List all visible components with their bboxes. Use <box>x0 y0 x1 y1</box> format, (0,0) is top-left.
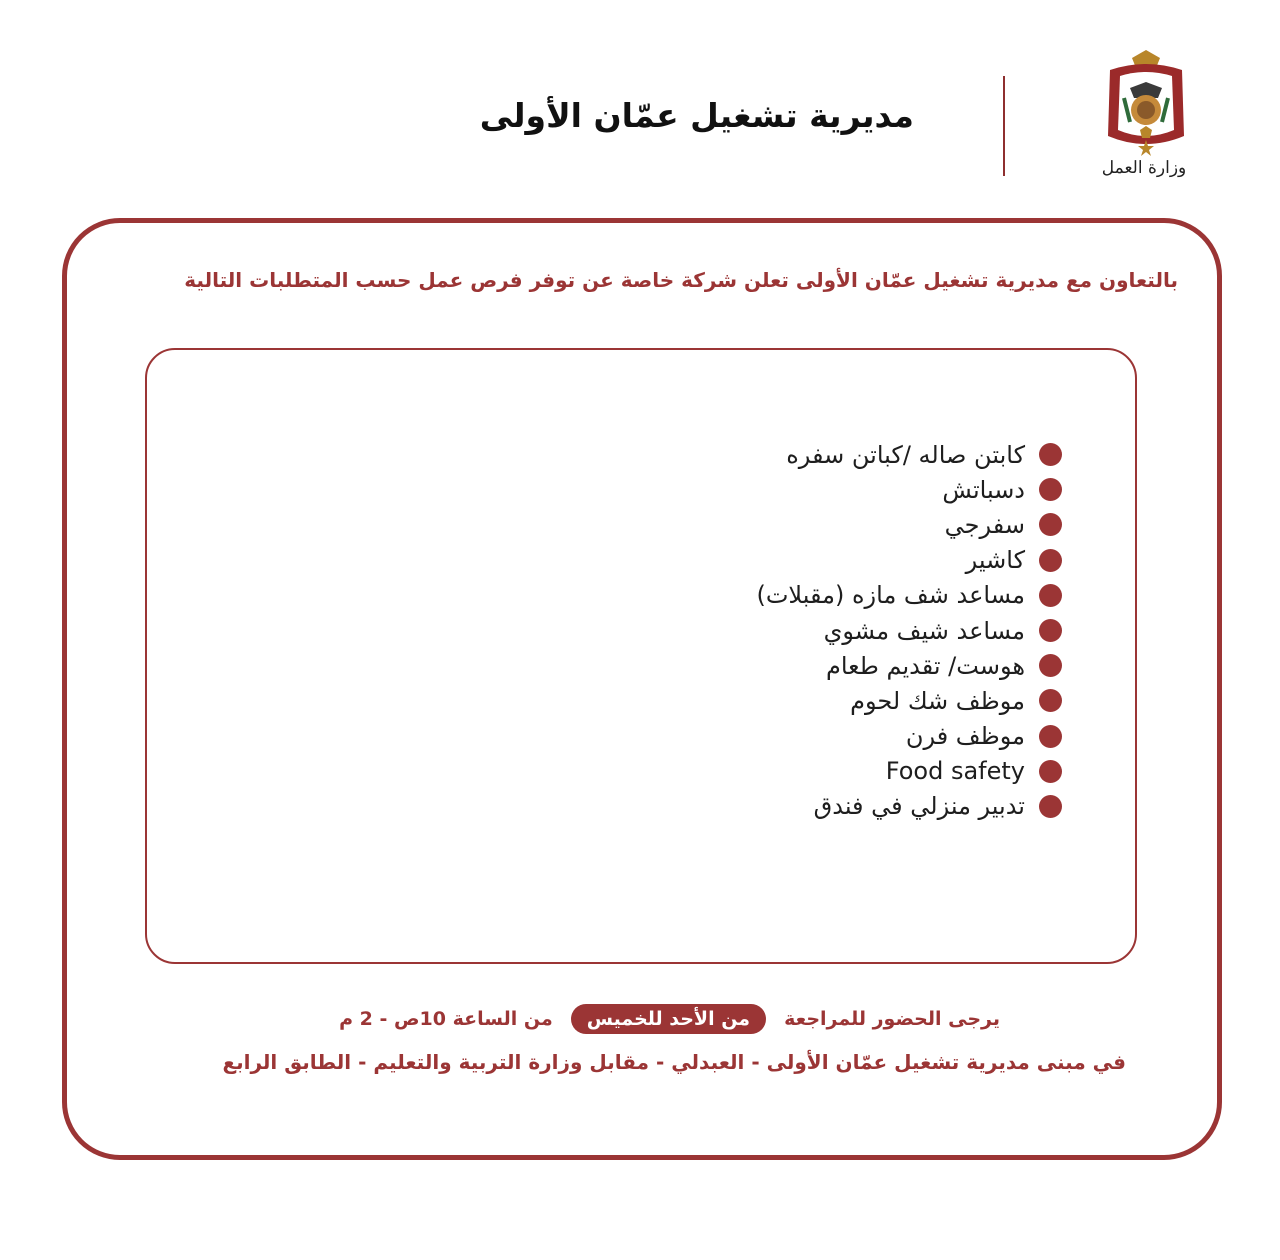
list-item <box>756 683 1062 718</box>
bullet-icon <box>1039 478 1062 501</box>
jobs-list <box>756 437 1062 824</box>
address-line: في مبنى مديرية تشغيل عمّان الأولى - العبدلي - مقابل وزارة التربية والتعليم - الطابق الرابع <box>222 1050 1126 1074</box>
bullet-icon <box>1039 513 1062 536</box>
job-title: موظف شك لحوم <box>850 686 1025 715</box>
job-title: موظف فرن <box>905 722 1025 751</box>
job-title: كابتن صاله /كباتن سفره <box>786 440 1025 469</box>
list-item <box>756 754 1062 789</box>
list-item <box>756 437 1062 472</box>
bullet-icon <box>1039 760 1062 783</box>
bullet-icon <box>1039 725 1062 748</box>
list-item <box>756 578 1062 613</box>
bullet-icon <box>1039 795 1062 818</box>
days-badge: من الأحد للخميس <box>571 1004 766 1034</box>
bullet-icon <box>1039 584 1062 607</box>
list-item <box>756 719 1062 754</box>
list-item <box>756 789 1062 824</box>
bullet-icon <box>1039 619 1062 642</box>
visit-line <box>200 1004 1000 1034</box>
job-title: كاشير <box>965 546 1025 575</box>
bullet-icon <box>1039 549 1062 572</box>
list-item <box>756 613 1062 648</box>
announcement-intro: بالتعاون مع مديرية تشغيل عمّان الأولى تعلن شركة خاصة عن توفر فرص عمل حسب المتطلبات التالية <box>184 268 1178 292</box>
visit-hours: من الساعة 10ص - 2 م <box>339 1008 553 1030</box>
job-title: دسباتش <box>942 475 1025 504</box>
header-divider <box>1003 76 1005 176</box>
job-title: تدبير منزلي في فندق <box>813 792 1025 821</box>
job-title: مساعد شف مازه (مقبلات) <box>756 581 1025 610</box>
job-title: Food safety <box>885 757 1025 786</box>
job-title: مساعد شيف مشوي <box>823 616 1025 645</box>
ministry-logo-caption: وزارة العمل <box>1101 158 1187 178</box>
bullet-icon <box>1039 443 1062 466</box>
job-title: سفرجي <box>944 510 1025 539</box>
list-item <box>756 543 1062 578</box>
bullet-icon <box>1039 654 1062 677</box>
page-title: مديرية تشغيل عمّان الأولى <box>479 96 914 135</box>
list-item <box>756 472 1062 507</box>
bullet-icon <box>1039 689 1062 712</box>
list-item <box>756 507 1062 542</box>
job-title: هوست/ تقديم طعام <box>826 651 1025 680</box>
list-item <box>756 648 1062 683</box>
visit-prefix: يرجى الحضور للمراجعة <box>784 1008 1000 1030</box>
